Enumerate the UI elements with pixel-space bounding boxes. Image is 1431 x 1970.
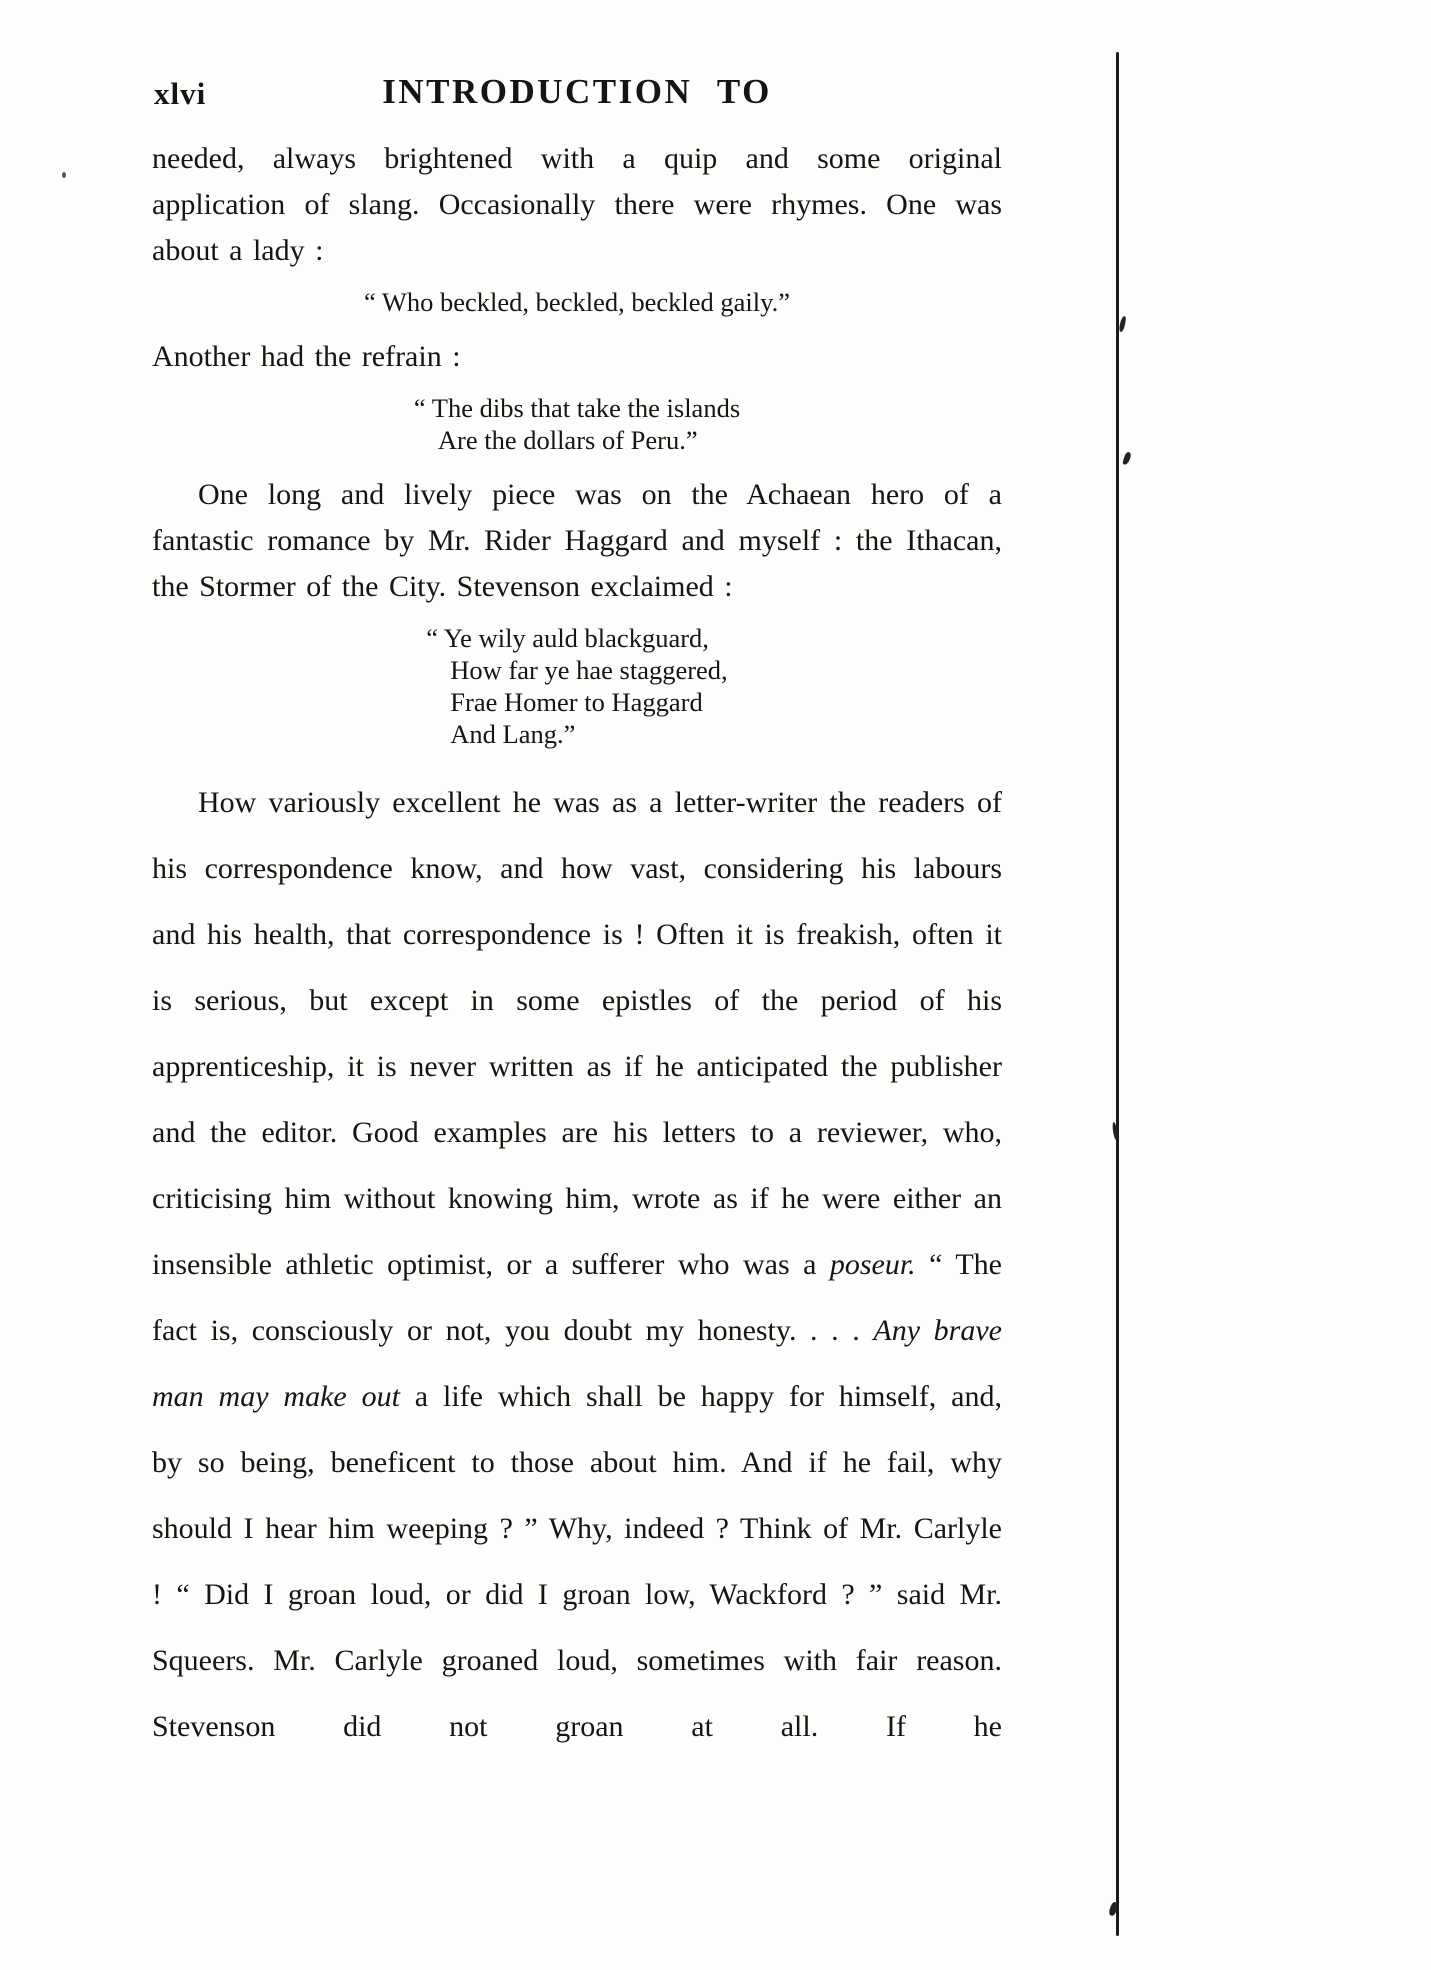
scan-artifact (62, 172, 66, 178)
scan-artifact (1122, 451, 1132, 465)
body-text: needed, always brightened with a quip and some original application of slang. Occasionally there were rhymes. One was about a lady : (152, 142, 1002, 267)
body-text: “ The fact is, consciously or not, you doubt my honesty. . . . (152, 1248, 1002, 1347)
body-text: a life which shall be happy for himself, and, by so being, beneficent to those about him. And if he fail, why should I hear him weeping ? ” Why, indeed ? Think of Mr. Carlyle ! “ Did I groan loud, or did I groan low, Wackford ? ” said Mr. Squeers. Mr. Carlyle groaned loud, sometimes with fair reason. Stevenson did not groan at all. If he (152, 1380, 1002, 1743)
scan-gutter-line (1116, 52, 1119, 1936)
text-column (152, 72, 1002, 1760)
folio-number: xlvi (154, 76, 207, 111)
verse-line: Are the dollars of Peru.” (437, 425, 698, 455)
paragraph (152, 334, 1002, 380)
scan-artifact (1118, 316, 1126, 333)
verse-block (152, 622, 1002, 750)
verse-line: “ The dibs that take the islands (413, 393, 741, 423)
verse-block (152, 392, 1002, 456)
italic-text: Any brave man may make out (152, 1314, 1002, 1413)
body-text: How variously excellent he was as a letter-writer the readers of his correspondence know, and how vast, considering his labours and his health, that correspondence is ! Often it is freakish, often it is serious, but except in some epistles of the period of his apprenticeship, it is never written as if he anticipated the publisher and the editor. Good examples are his letters to a reviewer, who, criticising him without knowing him, wrote as if he were either an insensible athletic optimist, or a sufferer who was a (152, 786, 1002, 1281)
verse-lines (426, 622, 727, 750)
page-header (152, 72, 1002, 120)
page-content (152, 136, 1002, 1760)
body-text: One long and lively piece was on the Achaean hero of a fantastic romance by Mr. Rider Haggard and myself : the Ithacan, the Stormer of the City. Stevenson exclaimed : (152, 478, 1002, 603)
verse-line: “ Who beckled, beckled, beckled gaily.” (363, 287, 791, 317)
paragraph (152, 136, 1002, 274)
paragraph (152, 770, 1002, 1760)
verse-line: “ Ye wily auld blackguard, (426, 623, 709, 653)
verse-block (152, 286, 1002, 318)
verse-line: How far ye hae staggered, (450, 655, 728, 685)
verse-line: And Lang.” (450, 719, 576, 749)
verse-lines (364, 286, 790, 318)
paragraph (152, 472, 1002, 610)
running-header: INTRODUCTION TO (382, 72, 772, 111)
verse-lines (414, 392, 740, 456)
body-text: Another had the refrain : (152, 340, 461, 373)
verse-line: Frae Homer to Haggard (450, 687, 703, 717)
italic-text: poseur. (829, 1248, 916, 1281)
